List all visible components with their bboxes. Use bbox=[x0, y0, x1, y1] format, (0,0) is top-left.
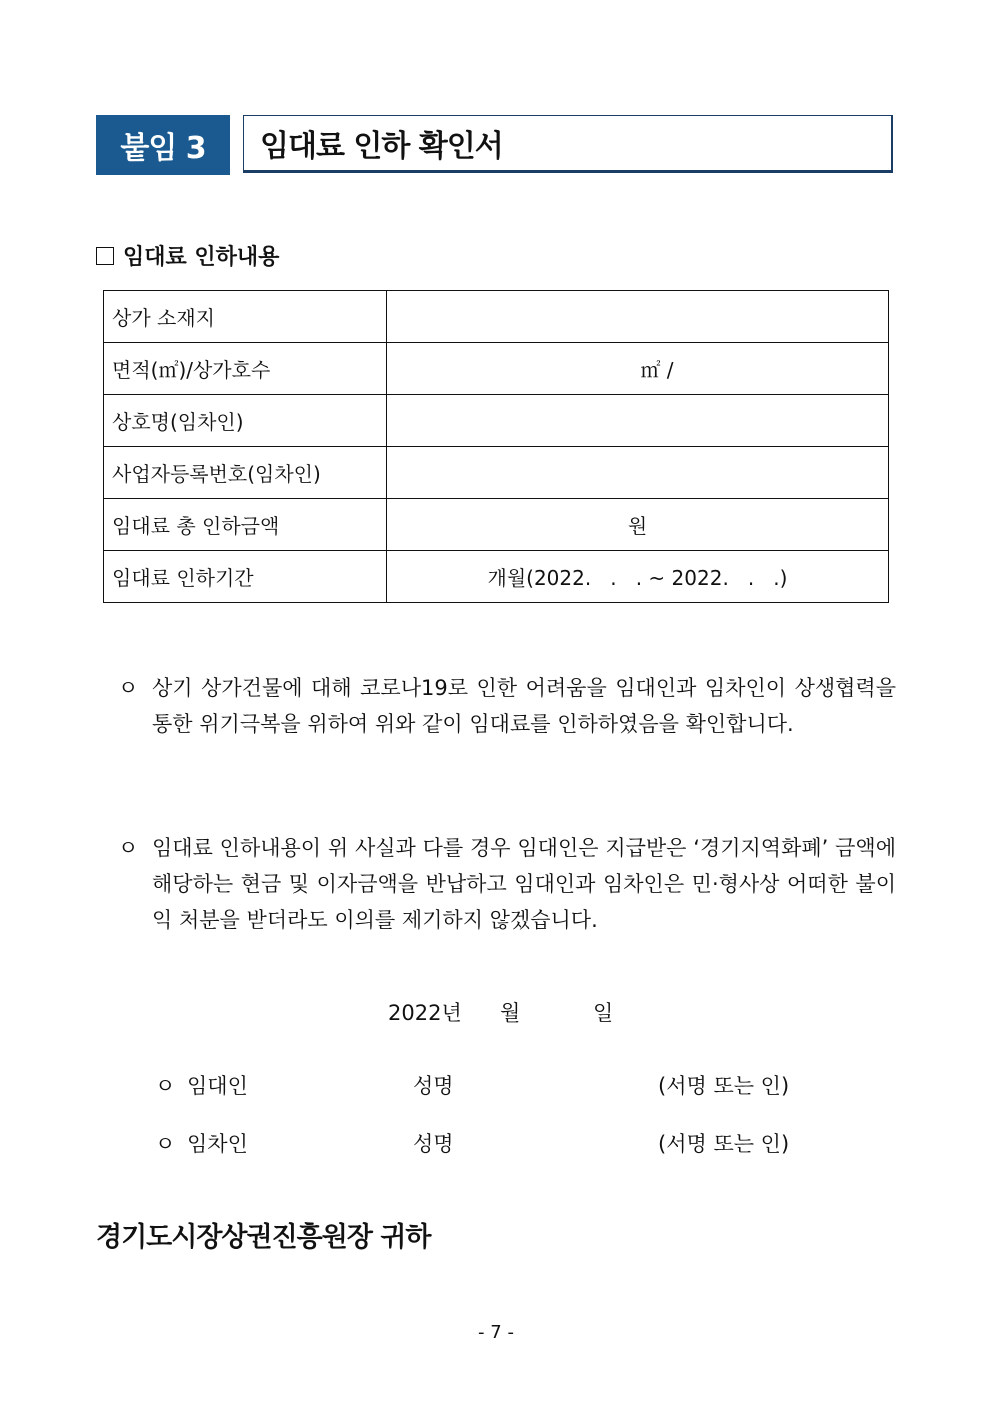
table-row bbox=[104, 343, 889, 395]
page-number: - 7 - bbox=[478, 1322, 514, 1343]
row-value-period[interactable]: 개월(2022. . . ~ 2022. . .) bbox=[387, 551, 889, 603]
row-value-location[interactable] bbox=[387, 291, 889, 343]
signer-name-label[interactable]: 성명 bbox=[413, 1074, 454, 1098]
statement-text: 상기 상가건물에 대해 코로나19로 인한 어려움을 임대인과 임차인이 상생협력을 통한 위기극복을 위하여 위와 같이 임대료를 인하하였음을 확인합니다. bbox=[152, 676, 896, 736]
section-heading bbox=[96, 240, 279, 271]
attachment-badge: 붙임 3 bbox=[96, 115, 230, 175]
date-month[interactable]: 월 bbox=[500, 1001, 521, 1025]
circle-bullet-icon: ㅇ bbox=[118, 836, 139, 860]
signer-name-label[interactable]: 성명 bbox=[413, 1132, 454, 1156]
table-row bbox=[104, 499, 889, 551]
row-label-registration-number: 사업자등록번호(임차인) bbox=[104, 447, 387, 499]
signature-row-tenant bbox=[155, 1128, 855, 1164]
document-title: 임대료 인하 확인서 bbox=[243, 115, 893, 173]
signer-role: 임차인 bbox=[187, 1132, 248, 1156]
area-unit: ㎡ / bbox=[640, 358, 674, 382]
signature-label[interactable]: (서명 또는 인) bbox=[658, 1132, 790, 1156]
circle-bullet-icon: ㅇ bbox=[155, 1132, 176, 1156]
signer-role: 임대인 bbox=[187, 1074, 248, 1098]
row-label-business-name: 상호명(임차인) bbox=[104, 395, 387, 447]
circle-bullet-icon: ㅇ bbox=[155, 1074, 176, 1098]
table-row bbox=[104, 291, 889, 343]
table-row bbox=[104, 395, 889, 447]
row-label-location: 상가 소재지 bbox=[104, 291, 387, 343]
checkbox-icon bbox=[96, 247, 114, 265]
date-year: 2022년 bbox=[388, 1001, 462, 1025]
row-value-total-reduction[interactable]: 원 bbox=[387, 499, 889, 551]
recipient: 경기도시장상권진흥원장 귀하 bbox=[96, 1222, 431, 1253]
signature-label[interactable]: (서명 또는 인) bbox=[658, 1074, 790, 1098]
statement-text: 임대료 인하내용이 위 사실과 다를 경우 임대인은 지급받은 ‘경기지역화폐’ 금액에 해당하는 현금 및 이자금액을 반납하고 임대인과 임차인은 민·형사상 어떠한 불이익 처분을 받더라도 이의를 제기하지 않겠습니다. bbox=[152, 836, 896, 932]
statement-paragraph-1 bbox=[118, 670, 896, 742]
table-row bbox=[104, 447, 889, 499]
row-value-registration-number[interactable] bbox=[387, 447, 889, 499]
circle-bullet-icon: ㅇ bbox=[118, 676, 139, 700]
date-day[interactable]: 일 bbox=[593, 1001, 614, 1025]
rent-reduction-table bbox=[103, 290, 889, 603]
row-value-business-name[interactable] bbox=[387, 395, 889, 447]
row-value-area[interactable] bbox=[387, 343, 889, 395]
statement-paragraph-2 bbox=[118, 830, 896, 938]
row-label-area: 면적(㎡)/상가호수 bbox=[104, 343, 387, 395]
section-heading-text: 임대료 인하내용 bbox=[123, 245, 280, 270]
signature-row-landlord bbox=[155, 1070, 855, 1106]
row-label-total-reduction: 임대료 총 인하금액 bbox=[104, 499, 387, 551]
row-label-period: 임대료 인하기간 bbox=[104, 551, 387, 603]
table-row bbox=[104, 551, 889, 603]
